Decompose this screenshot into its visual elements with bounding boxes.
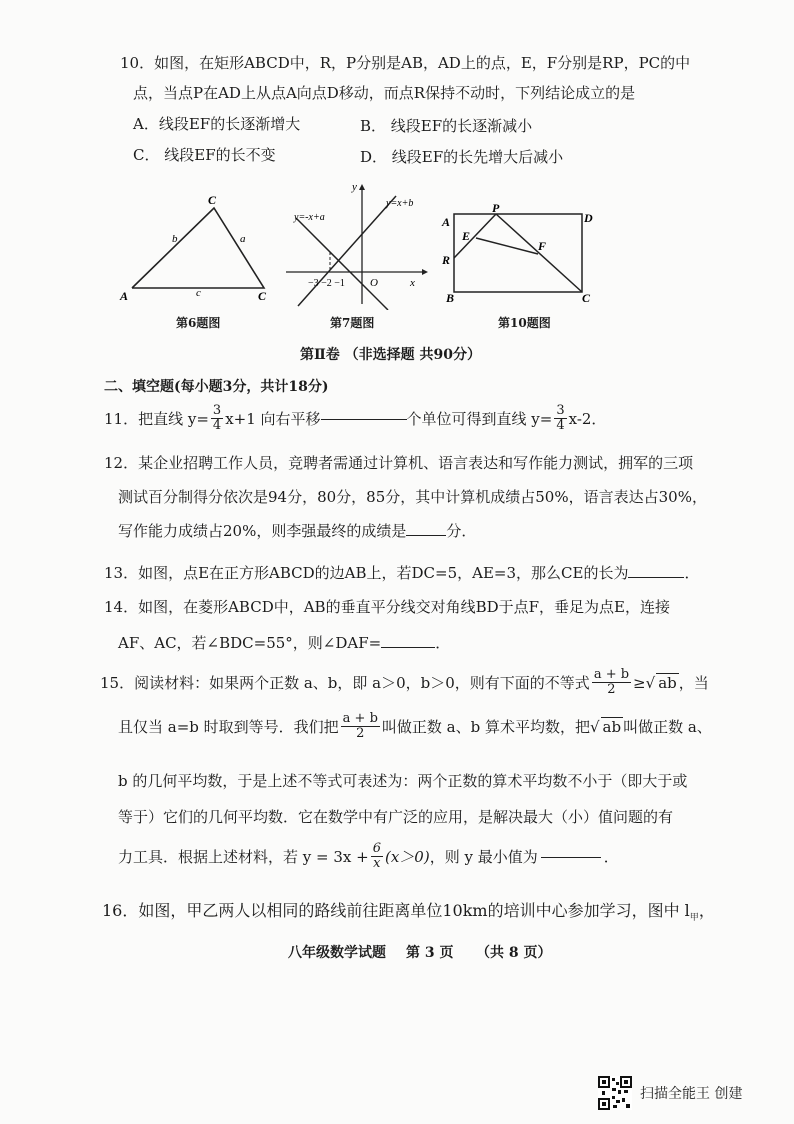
fig10-point-e: E [462, 229, 471, 243]
q15-line3: b 的几何平均数，于是上述不等式可表述为：两个正数的算术平均数不小于（即大于或 [118, 772, 688, 790]
q15-line1 [100, 668, 709, 697]
fig6-side-c: c [196, 287, 201, 299]
fig10-point-f: F [538, 239, 547, 253]
q11-fraction-2: $\frac{3}{4}$ [556, 403, 565, 433]
fig10-vertex-a: A [442, 215, 451, 229]
q15-line2 [118, 712, 712, 741]
q15-line5-condition: (x＞0) [384, 848, 430, 866]
fig10-vertex-c: C [582, 291, 591, 304]
fig7-axis-y: y [352, 182, 357, 193]
q15-line5-prefix: 力工具．根据上述材料，若 y = 3x + [118, 848, 369, 866]
figure-6-triangle [118, 192, 278, 304]
q16-line1 [102, 898, 715, 923]
q15-line4: 等于）它们的几何平均数．它在数学中有广泛的应用，是解决最大（小）值问题的有 [118, 808, 674, 826]
fig10-vertex-b: B [446, 291, 455, 304]
q15-line5-mid: ，则 y 最小值为 [429, 848, 538, 866]
fig6-side-b: b [172, 233, 178, 245]
q12-line2: 测试百分制得分依次是94分，80分，85分，其中计算机成绩占50%，语言表达占30%， [118, 488, 707, 506]
q14-line2-prefix: AF、AC，若∠BDC=55°，则∠DAF= [118, 634, 382, 652]
q12-line3-postfix: 分． [446, 522, 477, 540]
q16-subscript: 甲 [689, 913, 699, 924]
q14-line2-postfix: ． [435, 634, 451, 652]
q15-line2-prefix: 且仅当 a=b 时取到等号．我们把 [118, 718, 339, 736]
q10-option-b: B． 线段EF的长逐渐减小 [360, 117, 533, 135]
q12-line1: 12．某企业招聘工作人员，竞聘者需通过计算机、语言表达和写作能力测试，拥军的三项 [104, 454, 694, 472]
fig10-point-p: P [492, 204, 500, 215]
footer-subject: 八年级数学试题 [288, 945, 386, 961]
q12-answer-blank[interactable] [406, 534, 446, 536]
q16-text: 16．如图，甲乙两人以相同的路线前往距离单位10km的培训中心参加学习，图中 l [102, 901, 690, 920]
fig7-label-line1: y=-x+a [294, 212, 325, 223]
q10-option-a: A．线段EF的长逐渐增大 [133, 115, 301, 133]
q15-arith-mean-fraction: $\frac{a + b}{2}$ [593, 667, 630, 697]
fig6-vertex-top: C [208, 193, 217, 207]
q16-tail: ， [698, 901, 715, 920]
q15-line1-postfix: ，当 [678, 674, 709, 692]
q10-option-c: C． 线段EF的长不变 [133, 146, 276, 164]
q11-prefix: 11．把直线 y= [104, 410, 209, 428]
q11-answer-blank[interactable] [321, 418, 407, 420]
q15-line2-mid: 叫做正数 a、b 算术平均数，把 [381, 718, 590, 736]
q14-line1: 14．如图，在菱形ABCD中，AB的垂直平分线交对角线BD于点F，垂足为点E，连接 [104, 598, 670, 616]
q15-geq-symbol: ≥ [633, 673, 646, 692]
q13 [104, 562, 699, 583]
q14-answer-blank[interactable] [381, 646, 435, 648]
q10-line2: 点，当点P在AD上从点A向点D移动，而点R保持不动时，下列结论成立的是 [133, 84, 636, 102]
fig6-side-a: a [240, 233, 246, 245]
q11-mid2: 个单位可得到直线 y= [406, 410, 553, 428]
q15-line5-fraction: $\frac{6}{x}$ [372, 841, 381, 871]
q10-line1: 10．如图，在矩形ABCD中，R，P分别是AB，AD上的点，E，F分别是RP，PC的中 [120, 54, 691, 72]
q15-line2-sqrt: √ ab [589, 718, 622, 736]
q15-answer-blank[interactable] [541, 856, 601, 858]
figure-10-rectangle [440, 204, 600, 304]
q14-line2 [118, 632, 450, 653]
q15-sqrt: √ ab [645, 674, 677, 692]
q13-prefix: 13．如图，点E在正方形ABCD的边AB上，若DC=5，AE=3，那么CE的长为 [104, 564, 629, 582]
fig7-ticks: −3 −2 −1 [308, 278, 345, 289]
q12-line3 [118, 520, 476, 541]
fig10-point-r: R [442, 253, 451, 267]
fig7-axis-x: x [410, 277, 415, 289]
footer-total-pages: （共 8 页） [476, 945, 552, 961]
fig10-vertex-d: D [584, 211, 593, 225]
qr-code-icon [598, 1076, 632, 1110]
fig7-origin: O [370, 277, 378, 289]
q11-fraction-1: $\frac{3}{4}$ [212, 403, 222, 433]
fig6-caption: 第6题图 [176, 316, 221, 330]
footer-page: 第 3 页 [406, 945, 454, 961]
scanner-watermark: 扫描全能王 创建 [640, 1086, 743, 1102]
q11-postfix: x-2． [568, 410, 607, 428]
q15-line5 [118, 842, 619, 871]
fig6-vertex-right: C [258, 289, 267, 303]
section-2-title: 第Ⅱ卷 （非选择题 共90分） [300, 347, 482, 363]
q13-postfix: ． [684, 564, 700, 582]
q13-answer-blank[interactable] [628, 576, 684, 578]
q15-line2-postfix: 叫做正数 a、 [623, 718, 712, 736]
q15-line5-postfix: ． [603, 848, 619, 866]
fig7-label-line2: y=x+b [386, 198, 414, 209]
fig7-caption: 第7题图 [330, 316, 375, 330]
fig10-caption: 第10题图 [498, 316, 551, 330]
fig6-vertex-a: A [120, 289, 129, 303]
q11-mid1: x+1 向右平移 [225, 410, 321, 428]
q10-option-d: D． 线段EF的长先增大后减小 [360, 148, 564, 166]
q15-line2-fraction: $\frac{a + b}{2}$ [342, 711, 378, 741]
q15-line1-prefix: 15．阅读材料：如果两个正数 a、b，即 a＞0，b＞0，则有下面的不等式 [100, 674, 590, 692]
q12-line3-prefix: 写作能力成绩占20%，则李强最终的成绩是 [118, 522, 407, 540]
fill-in-section-title: 二、填空题(每小题3分，共计18分) [104, 379, 329, 395]
figure-7-graph [282, 182, 432, 310]
q11 [104, 404, 606, 433]
